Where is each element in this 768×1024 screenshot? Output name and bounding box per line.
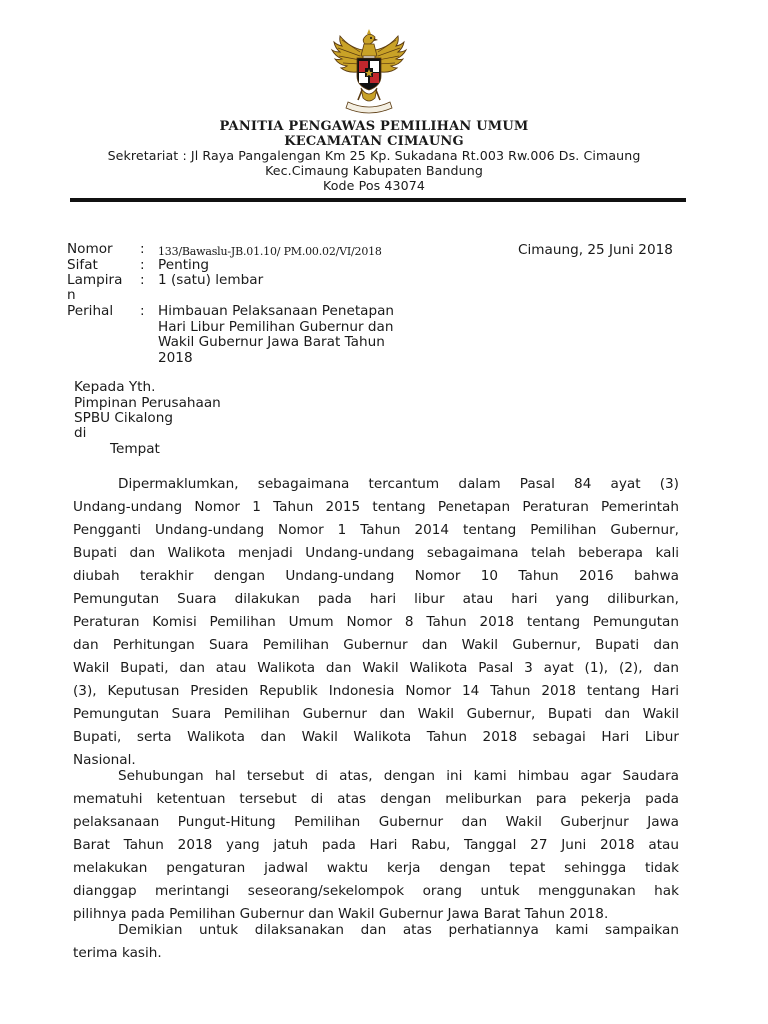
nomor-value: 133/Bawaslu-JB.01.10/ PM.00.02/VI/2018: [158, 245, 382, 258]
garuda-emblem-icon: [330, 28, 408, 116]
body-line: Demikian untuk dilaksanakan dan atas perhatiannya kami sampaikan: [118, 922, 679, 938]
body-line: mematuhi ketentuan tersebut di atas dengan meliburkan para pekerja pada: [73, 791, 679, 807]
letter-date: Cimaung, 25 Juni 2018: [518, 242, 673, 258]
recipient-place: Tempat: [110, 441, 160, 457]
recipient-line: di: [74, 425, 87, 441]
body-line: Bupati dan Walikota menjadi Undang-undang sebagaimana telah beberapa kali: [73, 545, 679, 561]
body-line: pelaksanaan Pungut-Hitung Pemilihan Gubernur dan Wakil Guberjnur Jawa: [73, 814, 679, 830]
body-line: dan Perhitungan Suara Pemilihan Gubernur dan Wakil Gubernur, Bupati dan: [73, 637, 679, 653]
body-line: Pemungutan Suara dilakukan pada hari libur atau hari yang diliburkan,: [73, 591, 679, 607]
meta-colon: :: [140, 303, 145, 319]
recipient-line: SPBU Cikalong: [74, 410, 173, 426]
body-line: Pengganti Undang-undang Nomor 1 Tahun 2014 tentang Pemilihan Gubernur,: [73, 522, 679, 538]
perihal-line: Wakil Gubernur Jawa Barat Tahun: [158, 334, 385, 351]
address-line: Kec.Cimaung Kabupaten Bandung: [265, 163, 483, 178]
body-line: Peraturan Komisi Pemilihan Umum Nomor 8 Tahun 2018 tentang Pemungutan: [73, 614, 679, 630]
meta-colon: :: [140, 241, 145, 257]
body-line: (3), Keputusan Presiden Republik Indonesia Nomor 14 Tahun 2018 tentang Hari: [73, 683, 679, 699]
body-line: Undang-undang Nomor 1 Tahun 2015 tentang Penetapan Peraturan Pemerintah: [73, 499, 679, 515]
org-subname: KECAMATAN CIMAUNG: [284, 134, 464, 149]
body-line: diubah terakhir dengan Undang-undang Nomor 10 Tahun 2016 bahwa: [73, 568, 679, 584]
address-line: Sekretariat : Jl Raya Pangalengan Km 25 Kp. Sukadana Rt.003 Rw.006 Ds. Cimaung: [107, 148, 641, 163]
body-line: terima kasih.: [73, 945, 162, 961]
lampiran-value: 1 (satu) lembar: [158, 272, 264, 288]
perihal-line: Himbauan Pelaksanaan Penetapan: [158, 303, 395, 319]
nomor-label: Nomor: [67, 241, 113, 257]
letterhead-divider: [70, 198, 686, 202]
meta-colon: :: [140, 272, 145, 288]
body-line: Sehubungan hal tersebut di atas, dengan ini kami himbau agar Saudara: [118, 768, 679, 784]
body-line: Barat Tahun 2018 yang jatuh pada Hari Rabu, Tanggal 27 Juni 2018 atau: [73, 837, 679, 853]
body-line: dianggap merintangi seseorang/sekelompok orang untuk menggunakan hak: [73, 883, 679, 899]
body-line: pilihnya pada Pemilihan Gubernur dan Wakil Gubernur Jawa Barat Tahun 2018.: [73, 906, 609, 922]
meta-colon: :: [140, 257, 145, 273]
sifat-label: Sifat: [67, 257, 98, 273]
perihal-line: 2018: [158, 349, 193, 366]
recipient-line: Kepada Yth.: [74, 379, 156, 395]
perihal-label: Perihal: [67, 303, 114, 319]
lampiran-label: Lampira: [67, 272, 123, 288]
postal-code: Kode Pos 43074: [323, 178, 425, 193]
org-name: PANITIA PENGAWAS PEMILIHAN UMUM: [219, 119, 529, 134]
body-line: Nasional.: [73, 752, 136, 768]
body-line: Pemungutan Suara Pemilihan Gubernur dan Wakil Gubernur, Bupati dan Wakil: [73, 706, 679, 722]
body-line: Dipermaklumkan, sebagaimana tercantum dalam Pasal 84 ayat (3): [118, 476, 679, 492]
perihal-value: [158, 304, 458, 366]
sifat-value: Penting: [158, 257, 210, 273]
body-line: Wakil Bupati, dan atau Walikota dan Wakil Walikota Pasal 3 ayat (1), (2), dan: [73, 660, 679, 676]
perihal-line: Hari Libur Pemilihan Gubernur dan: [158, 318, 394, 335]
body-line: Bupati, serta Walikota dan Wakil Walikota Tahun 2018 sebagai Hari Libur: [73, 729, 679, 745]
recipient-line: Pimpinan Perusahaan: [74, 395, 221, 411]
lampiran-label-wrap: n: [67, 287, 76, 303]
body-line: melakukan pengaturan jadwal waktu kerja dengan tepat sehingga tidak: [73, 860, 679, 876]
